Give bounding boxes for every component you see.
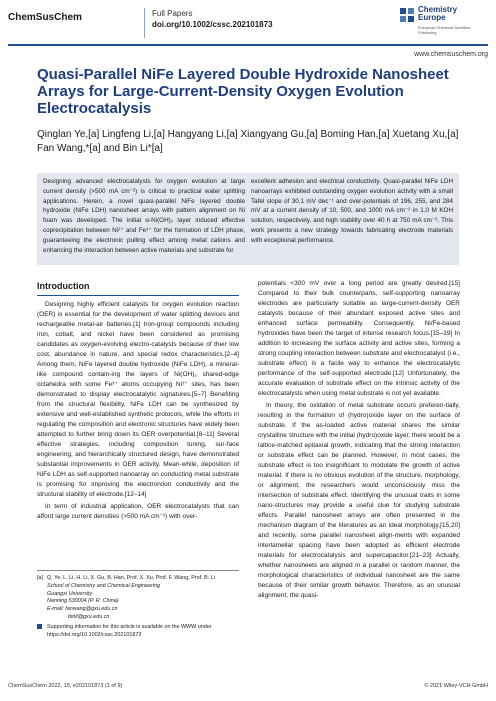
affiliation-city: Nanning 530004 (P. R. China) — [47, 598, 119, 605]
right-column-body — [258, 279, 460, 603]
abstract-left-column: Designing advanced electrocatalysts for oxygen evolution at large current density (>500 mA cm⁻²) is critical to practical water splitting applications. Herein, a novel quasi-parallel NiFe layered double hydroxide (NiFe LDH) nanosheet arrays with pattern alignment on Ni foam was developed. The initial α-Ni(OH)₂ layer induced effective coprecipitation between Ni²⁺ and Fe³⁺ for the formation of LDH phase, guaranteeing the electronic pulling effect among metal cations and enhancing the interaction between active materials and substrate for — [43, 178, 245, 254]
supporting-info-note[interactable]: Supporting information for this article is available on the WWW under https://doi.org/10.1002/cssc.202101873 — [47, 623, 212, 638]
article-type: Full Papers — [152, 9, 193, 18]
footer-citation: ChemSusChem 2022, 15, e202101873 (1 of 9) — [8, 683, 123, 689]
intro-paragraph-4: In theory, the oxidation of metal substrate occurs preferen-tially, resulting in the formation of (hydro)oxide layer on the surface of substrate. If the as-loaded active material shares the similar crystalline structure with the initial (hydro)oxide layer, there would be a lattice-matched epitaxial growth, indicating that the strong interaction or substrate effect can be planned. However, in most cases, the substrate effect is too insignificant to modulate the growth of active material. If there is no obvious evolution of the structure, morphology, or alignment, the researchers would unconsciously miss the intersection of substrate effect. Identifying the unusual traits in some nano-structures may provide a useful clue for studying substrate effects. Parallel nanosheet arrays are often presented in the mechanism diagram of the literatures as an ideal morphology,[15,20] and recently, some parallel nanosheet align-ments with expanded interlamellar spacing have been adopted as efficient electrode materials for electrocatalysis and supercapacitor.[21–23] Actually, whether nanosheets are aligned in a parallel or random manner, the morphological characteristics of individual nanosheet are the same because of their similar growth behavior. Therefore, as an unusual alignment, the quasi- — [258, 402, 460, 599]
section-heading-introduction: Introduction — [37, 281, 90, 291]
section-rule — [37, 295, 239, 296]
doi-link[interactable]: doi.org/10.1002/cssc.202101873 — [152, 20, 273, 29]
affiliation-school: School of Chemistry and Chemical Engineering — [47, 582, 160, 589]
footer-copyright: © 2021 Wiley-VCH GmbH — [424, 683, 488, 689]
abstract-box — [37, 173, 459, 265]
affiliation-email-2[interactable]: binli@gxu.edu.cn — [68, 613, 110, 620]
intro-paragraph-3: potentials <300 mV over a long period are greatly desired.[15] Compared to their bulk counterparts, self-supporting nanoarray electrodes are particularly suitable as large-current-density OER catalysts because of their abundant exposed active sites and enhanced surface permeability. Consequently, Ni/Fe-based hydroxides have been the target of intense research focus.[15–19] In addition to increasing the surface activity and active sites, forming a strong coupling interaction between substrate and electrocatalyst (i.e., substrate effect) is a facile way to enhance the electrocatalytic performance of the self-supported electrode.[12] Unfortunately, the accurate evaluation of substrate effect on the intrinsic activity of the electrocatalysts when using metal substrate is not yet available. — [258, 280, 460, 397]
intro-paragraph-2: In term of industrial application, OER electrocatalysts that can afford large current densities (>500 mA cm⁻²) with over- — [37, 503, 239, 520]
affiliation-university: Guangxi University — [47, 590, 93, 597]
header-rule — [8, 44, 488, 46]
affiliation-footnote — [37, 570, 239, 639]
journal-name: ChemSusChem — [8, 12, 82, 23]
supporting-info-icon — [37, 624, 42, 629]
publisher-name-line1: Chemistry — [418, 5, 458, 14]
affiliation-tag: [a] — [37, 575, 43, 581]
article-title: Quasi-Parallel NiFe Layered Double Hydroxide Nanosheet Arrays for Large-Current-Density Oxygen Evolution Electrocatalysis — [37, 66, 449, 117]
left-column-body — [37, 300, 239, 522]
journal-website[interactable]: www.chemsuschem.org — [414, 51, 488, 58]
affiliation-names: Q. Ye, L. Li, H. Li, X. Gu, B. Han, Prof. X. Xu, Prof. F. Wang, Prof. B. Li — [47, 575, 215, 581]
header-divider — [144, 8, 145, 38]
publisher-subtitle: European Chemical Societies Publishing — [418, 25, 471, 35]
chemistry-europe-logo-icon — [400, 8, 414, 22]
publisher-logo[interactable] — [400, 6, 492, 42]
publisher-name — [418, 6, 457, 22]
author-list: Qinglan Ye,[a] Lingfeng Li,[a] Hangyang Li,[a] Xiangyang Gu,[a] Boming Han,[a] Xuetang Xu,[a] Fan Wang,*[a] and Bin Li*[a] — [37, 129, 459, 154]
intro-paragraph-1: Designing highly efficient catalysts for oxygen evolution reaction (OER) is essential for the development of water splitting devices and rechargeable metal-air batteries.[1] Iron-group compounds including iron, cobalt, and nickel have been considered as promising candidates as oxygen-evolving electro-catalysts because of their low cost, abundance in nature, and special redox characteristics.[2–4] Among them, NiFe layered double hydroxide (NiFe LDH), a mineral-like compound contain-ing the layers of Ni(OH)₂ shared-edge octahedra with some Fe³⁺ atoms occupying Ni²⁺ sites, has been demonstrated to display electrocatalytic signatures.[5–7] Benefiting from the structural flexibility, NiFe LDH can be synthesized by extensive and well-established synthetic protocols, while the efforts in regulating the composition and electronic structures have widely been attempted to further bring down its OER overpotential.[8–11] Several effective strategies, including composition tuning, sur-face engineering, and hierarchically structured design, have demonstrated substantial improvements in OER activity. Mean-while, deposition of NiFe LDH as self-supported nanoarray on conducting metal substrate is promising for improving the electron/ion conductivity and the structural stability of electrode.[12–14] — [37, 301, 239, 498]
abstract-right-column: excellent adhesion and electrical conductivity. Quasi-parallel NiFe LDH nanoarrays exhibited outstanding oxygen evolution activity with a small Tafel slope of 30.1 mV dec⁻¹ and over-potentials of 196, 255, and 284 mV at a current density of 10, 500, and 1000 mA cm⁻² in 1.0 M KOH solution, respectively, and high stability over 40 h at 750 mA cm⁻². This work presents a new strategy towards fabricating electrode materials with exceptional performance. — [251, 178, 453, 244]
affiliation-email[interactable]: E-mail: fanwang@gxu.edu.cn — [47, 606, 118, 613]
publisher-name-line2: Europe — [418, 13, 446, 22]
